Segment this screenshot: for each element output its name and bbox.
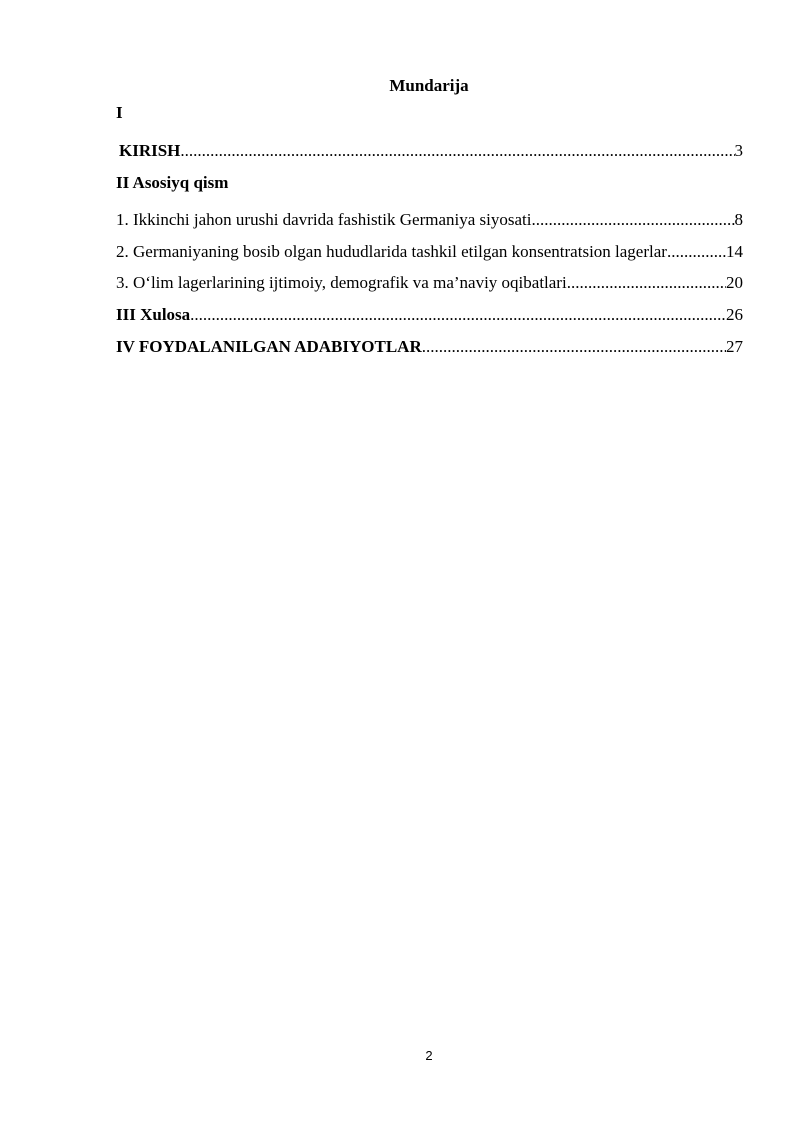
toc-entry-chapter-3[interactable] [116,273,743,293]
toc-leader-dots [567,273,726,293]
toc-leader-dots [422,337,726,357]
toc-leader-dots [667,242,726,262]
toc-entry-page: 8 [734,210,743,229]
section-heading-asosiy: II Asosiyq qism [116,173,229,192]
toc-leader-dots [531,210,734,230]
toc-entry-xulosa[interactable] [116,305,743,325]
toc-entry-label: IV FOYDALANILGAN ADABIYOTLAR [116,337,422,356]
toc-entry-page: 14 [726,242,743,261]
toc-leader-dots [190,305,726,325]
toc-entry-label: 3. O‘lim lagerlarining ijtimoiy, demografik va ma’naviy oqibatlari [116,273,567,292]
toc-entry-page: 20 [726,273,743,292]
toc-title: Mundarija [389,76,469,95]
toc-leader-dots [180,141,734,161]
toc-entry-label: KIRISH [119,141,181,160]
toc-entry-label: 1. Ikkinchi jahon urushi davrida fashistik Germaniya siyosati [116,210,532,229]
toc-entry-page: 3 [734,141,743,160]
toc-entry-chapter-1[interactable] [116,210,743,230]
page-number: 2 [425,1048,433,1063]
toc-entry-page: 26 [726,305,743,324]
toc-entry-page: 27 [726,337,743,356]
toc-entry-kirish[interactable] [116,141,743,161]
toc-entry-label: III Xulosa [116,305,191,324]
toc-entry-adabiyotlar[interactable] [116,337,743,357]
toc-entry-label: 2. Germaniyaning bosib olgan hududlarida tashkil etilgan konsentratsion lagerlar [116,242,667,261]
toc-entry-chapter-2[interactable] [116,242,743,262]
section-one-numeral: I [116,103,123,122]
